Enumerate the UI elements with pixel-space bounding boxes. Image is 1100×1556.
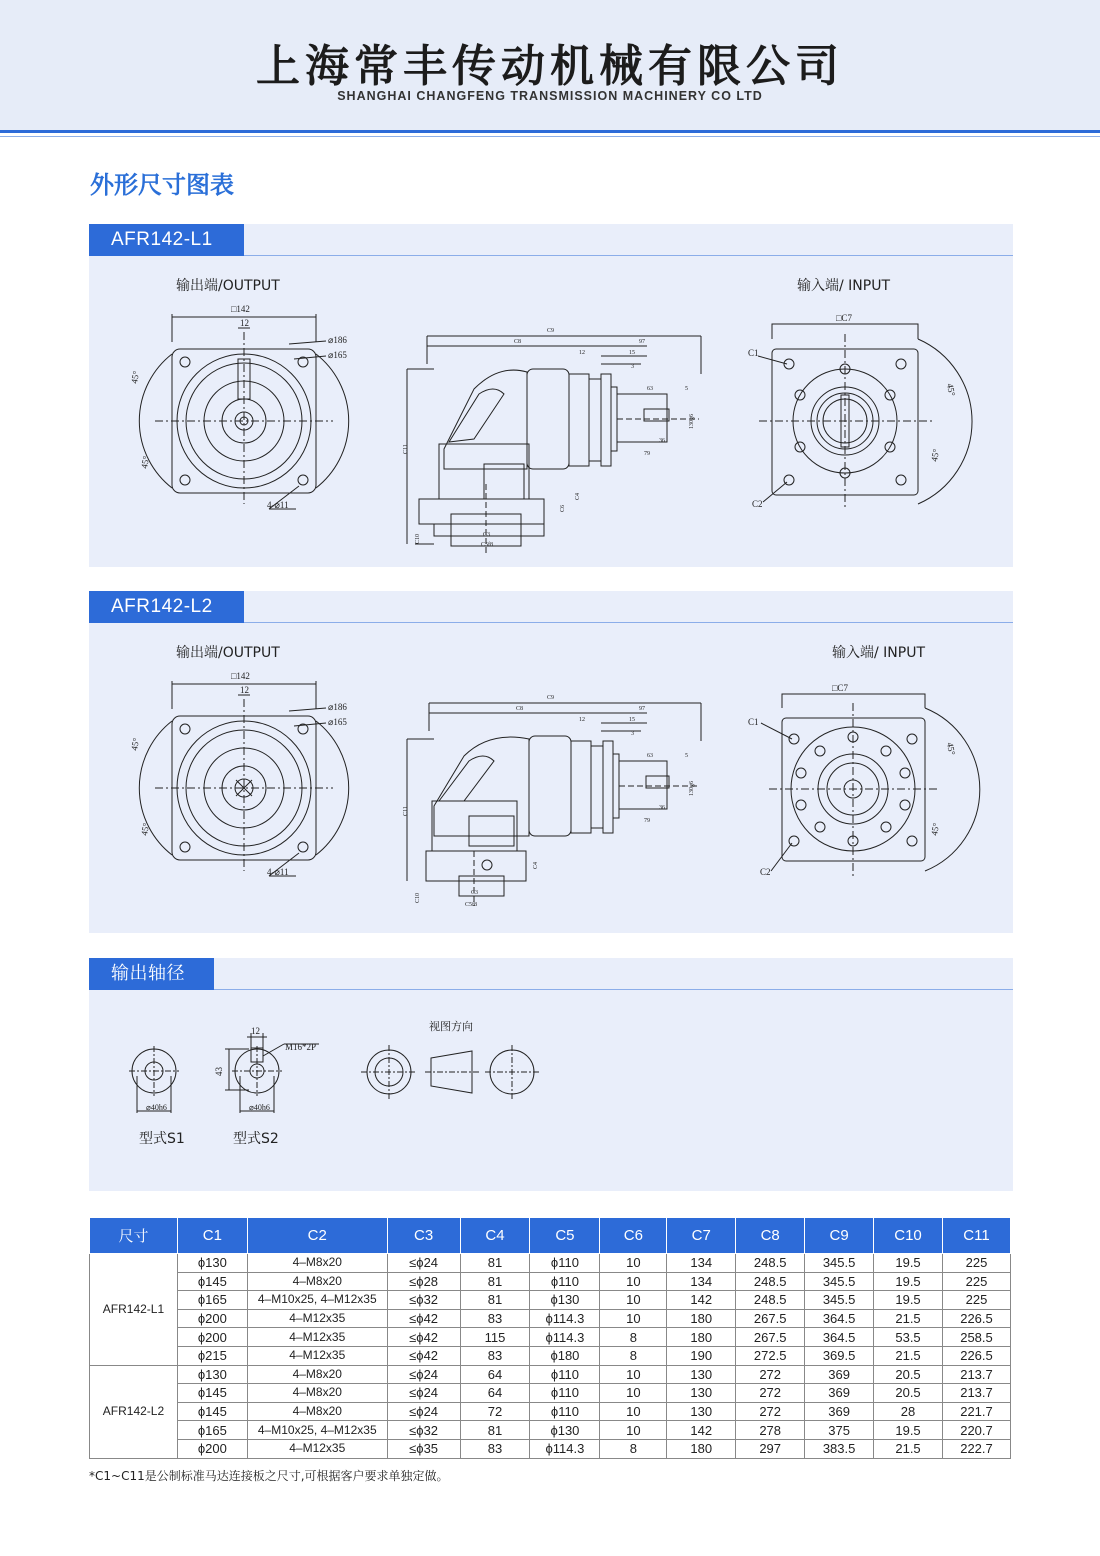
panel-output-shaft: [89, 958, 1013, 1191]
dim-c9: C9: [547, 328, 555, 334]
table-cell: 4–M12x35: [247, 1439, 387, 1458]
panel-afr142-l1: [89, 224, 1013, 567]
table-cell: 142: [667, 1291, 736, 1310]
table-cell: 21.5: [874, 1439, 943, 1458]
table-cell: 222.7: [942, 1439, 1010, 1458]
table-cell: ϕ130: [530, 1291, 600, 1310]
table-cell: 272: [736, 1365, 805, 1384]
footnote: *C1~C11是公制标准马达连接板之尺寸,可根据客户要求单独定做。: [89, 1469, 449, 1483]
dim-phi186: ⌀186: [328, 335, 347, 345]
dim-45a: 45°: [129, 370, 142, 385]
table-cell: ≤ϕ24: [387, 1402, 460, 1421]
table-cell: 21.5: [874, 1309, 943, 1328]
output-flange-view: [139, 314, 348, 509]
table-cell: 272.5: [736, 1346, 805, 1365]
table-cell: ≤ϕ35: [387, 1439, 460, 1458]
view-direction-icons: [361, 1045, 539, 1099]
table-cell: 10: [600, 1272, 667, 1291]
table-header-cell: C8: [736, 1218, 805, 1254]
table-cell: 115: [460, 1328, 530, 1347]
table-cell: ϕ110: [530, 1272, 600, 1291]
table-cell: 130: [667, 1365, 736, 1384]
table-cell: 213.7: [942, 1384, 1010, 1403]
table-cell: 83: [460, 1439, 530, 1458]
table-cell: ϕ165: [177, 1421, 247, 1440]
table-cell: ≤ϕ42: [387, 1328, 460, 1347]
table-cell: 225: [942, 1254, 1010, 1273]
table-cell: 272: [736, 1384, 805, 1403]
input-flange-view: [758, 324, 972, 509]
dim-15: 15: [629, 350, 635, 356]
dim-3: 3: [631, 364, 634, 370]
dim-c11: C11: [403, 444, 409, 454]
dim-63: 63: [647, 753, 653, 759]
dim-sq142: □142: [231, 671, 250, 681]
table-cell: 4–M8x20: [247, 1272, 387, 1291]
dim-phi165: ⌀165: [328, 350, 347, 360]
table-cell: 72: [460, 1402, 530, 1421]
table-cell: 345.5: [805, 1254, 874, 1273]
table-cell: ϕ180: [530, 1346, 600, 1365]
table-cell: 10: [600, 1291, 667, 1310]
dim-45d: 45°: [929, 822, 942, 837]
output-label: 输出端/OUTPUT: [176, 278, 280, 294]
table-cell: 53.5: [874, 1328, 943, 1347]
table-cell: ϕ145: [177, 1402, 247, 1421]
table-cell: 19.5: [874, 1421, 943, 1440]
table-cell: 8: [600, 1439, 667, 1458]
table-cell: ϕ110: [530, 1384, 600, 1403]
dim-45d: 45°: [929, 448, 942, 463]
dim-c11: C11: [403, 806, 409, 816]
dim-97: 97: [639, 706, 645, 712]
input-flange-view: [761, 694, 980, 876]
table-header-cell: 尺寸: [90, 1218, 178, 1254]
section-title: 外形尺寸图表: [90, 171, 234, 199]
panel-tab-l1: AFR142-L1: [89, 224, 244, 256]
dim-c9: C9: [547, 695, 555, 701]
dim-36: 36: [659, 805, 665, 811]
dim-130g6: 130g6: [689, 414, 695, 429]
table-cell: 8: [600, 1346, 667, 1365]
table-cell: 10: [600, 1254, 667, 1273]
company-title: 上海常丰传动机械有限公司: [256, 41, 844, 92]
dim-c3: C3: [471, 890, 479, 896]
table-cell: 21.5: [874, 1346, 943, 1365]
table-cell: 278: [736, 1421, 805, 1440]
dim-c1: C1: [748, 717, 759, 727]
table-cell: 134: [667, 1254, 736, 1273]
dim-c8: C8: [516, 706, 524, 712]
dim-n12: 12: [579, 717, 585, 723]
panel-afr142-l2: [89, 591, 1013, 933]
dim-sq142: □142: [231, 304, 250, 314]
dim-phi165: ⌀165: [328, 717, 347, 727]
table-header-cell: C7: [667, 1218, 736, 1254]
dim-130g6: 130g6: [689, 781, 695, 796]
table-cell: 248.5: [736, 1272, 805, 1291]
dim-n12: 12: [579, 350, 585, 356]
table-row: [90, 1328, 1011, 1347]
table-cell: 10: [600, 1309, 667, 1328]
side-view: [407, 336, 701, 554]
table-cell: ≤ϕ24: [387, 1365, 460, 1384]
dim-c10: C10: [415, 892, 421, 903]
table-cell: ≤ϕ24: [387, 1254, 460, 1273]
dim-holes: 4-⌀11: [267, 867, 289, 877]
table-cell: ≤ϕ32: [387, 1291, 460, 1310]
dim-phi40-s2: ⌀40h6: [249, 1103, 270, 1112]
table-cell: 81: [460, 1272, 530, 1291]
s2-label: 型式S2: [233, 1131, 279, 1147]
table-cell: ϕ200: [177, 1439, 247, 1458]
dim-3: 3: [631, 731, 634, 737]
table-cell: 4–M8x20: [247, 1254, 387, 1273]
table-cell: 10: [600, 1384, 667, 1403]
table-row: [90, 1402, 1011, 1421]
dim-c8: C8: [514, 339, 522, 345]
table-cell: 130: [667, 1384, 736, 1403]
company-subtitle: SHANGHAI CHANGFENG TRANSMISSION MACHINERY CO LTD: [337, 89, 763, 103]
table-cell: ≤ϕ42: [387, 1309, 460, 1328]
output-label: 输出端/OUTPUT: [176, 645, 280, 661]
dim-c5f8: C5f8: [465, 902, 477, 908]
table-cell: 369: [805, 1402, 874, 1421]
table-cell: 20.5: [874, 1365, 943, 1384]
table-cell: ≤ϕ32: [387, 1421, 460, 1440]
table-header-cell: C4: [460, 1218, 530, 1254]
table-cell: ϕ215: [177, 1346, 247, 1365]
side-view: [407, 703, 701, 906]
table-cell: 369.5: [805, 1346, 874, 1365]
dim-sqc7: □C7: [832, 683, 848, 693]
drawing-output-shaft: [89, 958, 1013, 1191]
table-cell: ϕ200: [177, 1309, 247, 1328]
dim-63: 63: [647, 386, 653, 392]
dim-45a: 45°: [129, 737, 142, 752]
table-cell: ϕ200: [177, 1328, 247, 1347]
table-cell: 83: [460, 1346, 530, 1365]
dim-c2: C2: [752, 499, 763, 509]
table-cell: 267.5: [736, 1309, 805, 1328]
table-cell: ϕ145: [177, 1272, 247, 1291]
dim-sqc7: □C7: [836, 313, 852, 323]
table-cell: 20.5: [874, 1384, 943, 1403]
s1-label: 型式S1: [139, 1131, 185, 1147]
table-cell: 190: [667, 1346, 736, 1365]
table-cell: 226.5: [942, 1346, 1010, 1365]
table-cell: ϕ145: [177, 1384, 247, 1403]
dim-36: 36: [659, 438, 665, 444]
table-cell: ϕ110: [530, 1402, 600, 1421]
dim-phi186: ⌀186: [328, 702, 347, 712]
table-cell: 375: [805, 1421, 874, 1440]
table-cell: 142: [667, 1421, 736, 1440]
table-cell: 364.5: [805, 1328, 874, 1347]
dim-45b: 45°: [139, 455, 152, 470]
table-header-cell: C10: [874, 1218, 943, 1254]
panel-rule: [89, 622, 1013, 623]
table-cell: 64: [460, 1365, 530, 1384]
table-cell: ϕ130: [177, 1254, 247, 1273]
table-cell: 81: [460, 1254, 530, 1273]
table-cell: 180: [667, 1328, 736, 1347]
table-cell: 345.5: [805, 1272, 874, 1291]
table-header-cell: C9: [805, 1218, 874, 1254]
dim-45b: 45°: [139, 822, 152, 837]
dim-45c: 45°: [945, 382, 958, 397]
table-row: [90, 1309, 1011, 1328]
table-row: [90, 1291, 1011, 1310]
table-header-row: [90, 1218, 1011, 1254]
dim-43: 43: [214, 1067, 224, 1076]
table-cell: 10: [600, 1421, 667, 1440]
table-cell: 10: [600, 1402, 667, 1421]
table-cell: 19.5: [874, 1272, 943, 1291]
table-row: [90, 1384, 1011, 1403]
model-cell: AFR142-L1: [90, 1254, 178, 1366]
table-row: [90, 1365, 1011, 1384]
table-cell: ϕ114.3: [530, 1328, 600, 1347]
table-header-cell: C5: [530, 1218, 600, 1254]
table-cell: 10: [600, 1365, 667, 1384]
table-row: [90, 1346, 1011, 1365]
dim-c6: C6: [560, 504, 566, 512]
table-cell: 4–M12x35: [247, 1346, 387, 1365]
dim-45c: 45°: [945, 741, 958, 756]
dim-12: 12: [240, 685, 249, 695]
table-cell: 130: [667, 1402, 736, 1421]
view-direction-label: 视图方向: [429, 1020, 473, 1033]
dim-5: 5: [685, 386, 688, 392]
table-cell: 369: [805, 1365, 874, 1384]
dim-c1: C1: [748, 348, 759, 358]
table-cell: 4–M10x25, 4–M12x35: [247, 1421, 387, 1440]
panel-tab-shaft: 输出轴径: [89, 958, 214, 990]
dimension-table: [89, 1217, 1011, 1459]
table-cell: 297: [736, 1439, 805, 1458]
input-label: 输入端/ INPUT: [832, 645, 926, 661]
table-cell: 213.7: [942, 1365, 1010, 1384]
panel-tab-l2: AFR142-L2: [89, 591, 244, 623]
dim-c10: C10: [415, 533, 421, 544]
table-cell: 4–M12x35: [247, 1309, 387, 1328]
table-cell: 226.5: [942, 1309, 1010, 1328]
table-cell: 4–M8x20: [247, 1365, 387, 1384]
table-row: [90, 1439, 1011, 1458]
dim-c4: C4: [575, 492, 581, 500]
table-cell: 272: [736, 1402, 805, 1421]
table-header-cell: C1: [177, 1218, 247, 1254]
table-cell: 19.5: [874, 1291, 943, 1310]
table-header-cell: C3: [387, 1218, 460, 1254]
table-cell: 4–M10x25, 4–M12x35: [247, 1291, 387, 1310]
output-flange-view: [139, 681, 348, 876]
dim-phi40-s1: ⌀40h6: [146, 1103, 167, 1112]
table-cell: 225: [942, 1272, 1010, 1291]
table-cell: 134: [667, 1272, 736, 1291]
table-header-cell: C6: [600, 1218, 667, 1254]
header-rule-thin: [0, 136, 1100, 137]
table-cell: ϕ114.3: [530, 1439, 600, 1458]
table-cell: 81: [460, 1291, 530, 1310]
table-cell: ϕ130: [530, 1421, 600, 1440]
table-cell: ϕ110: [530, 1365, 600, 1384]
table-cell: 369: [805, 1384, 874, 1403]
dim-12-s2: 12: [251, 1026, 260, 1036]
table-row: [90, 1254, 1011, 1273]
dim-m16: M16*2P: [285, 1042, 317, 1052]
table-cell: 4–M8x20: [247, 1384, 387, 1403]
header-rule: [0, 130, 1100, 133]
table-cell: 81: [460, 1421, 530, 1440]
table-cell: 64: [460, 1384, 530, 1403]
table-header-cell: C11: [942, 1218, 1010, 1254]
table-cell: ϕ165: [177, 1291, 247, 1310]
table-cell: 4–M12x35: [247, 1328, 387, 1347]
table-cell: ≤ϕ42: [387, 1346, 460, 1365]
dim-12: 12: [240, 318, 249, 328]
dim-97: 97: [639, 339, 645, 345]
table-cell: 83: [460, 1309, 530, 1328]
dim-c3: C3: [483, 532, 491, 538]
table-cell: 258.5: [942, 1328, 1010, 1347]
table-header-cell: C2: [247, 1218, 387, 1254]
table-cell: 248.5: [736, 1291, 805, 1310]
input-label: 输入端/ INPUT: [797, 278, 891, 294]
table-row: [90, 1272, 1011, 1291]
table-cell: 248.5: [736, 1254, 805, 1273]
table-cell: ≤ϕ24: [387, 1384, 460, 1403]
table-cell: ϕ110: [530, 1254, 600, 1273]
dim-c4: C4: [533, 861, 539, 869]
panel-rule: [89, 989, 1013, 990]
dim-5: 5: [685, 753, 688, 759]
table-cell: ϕ114.3: [530, 1309, 600, 1328]
panel-rule: [89, 255, 1013, 256]
table-cell: ≤ϕ28: [387, 1272, 460, 1291]
table-cell: 221.7: [942, 1402, 1010, 1421]
table-cell: 4–M8x20: [247, 1402, 387, 1421]
dim-15: 15: [629, 717, 635, 723]
table-cell: 267.5: [736, 1328, 805, 1347]
header: [0, 0, 1100, 133]
dim-c5f8: C5f8: [481, 542, 493, 548]
table-cell: 383.5: [805, 1439, 874, 1458]
table-cell: 225: [942, 1291, 1010, 1310]
table-cell: ϕ130: [177, 1365, 247, 1384]
table-cell: 220.7: [942, 1421, 1010, 1440]
table-cell: 28: [874, 1402, 943, 1421]
dim-79: 79: [644, 451, 650, 457]
dim-79: 79: [644, 818, 650, 824]
table-cell: 345.5: [805, 1291, 874, 1310]
table-cell: 8: [600, 1328, 667, 1347]
table-cell: 180: [667, 1309, 736, 1328]
table-cell: 364.5: [805, 1309, 874, 1328]
table-cell: 19.5: [874, 1254, 943, 1273]
table-cell: 180: [667, 1439, 736, 1458]
table-row: [90, 1421, 1011, 1440]
dim-c2: C2: [760, 867, 771, 877]
dim-holes: 4-⌀11: [267, 500, 289, 510]
model-cell: AFR142-L2: [90, 1365, 178, 1458]
